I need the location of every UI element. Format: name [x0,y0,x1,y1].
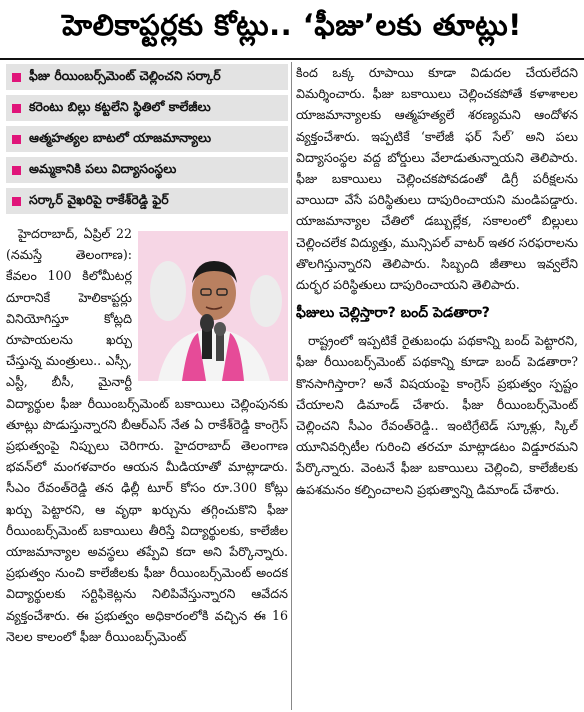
right-paragraph-1: కింద ఒక్క రూపాయి కూడా విడుదల చేయలేదని విమర్శించారు. ఫీజు బకాయిలు చెల్లించకపోతే కళాశాలల యాజమాన్యాలకు ఆత్మహత్యలే శరణ్యమని ఆందోళన వ్యక్తంచేశారు. ఇప్పటికే ‘కాలేజీ ఫర్ సేల్’ అని పలు విద్యాసంస్థల వద్ద బోర్డులు వేలాడుతున్నాయని తెలిపారు. ఫీజు బకాయిలు చెల్లించకపోవడంతో డిగ్రీ పరీక్షలను వాయిదా వేసే పరిస్థితులు దాపురించాయని మండిపడ్డారు. యాజమాన్యాల చేతిలో డబ్బుల్లేక, సకాలంలో బిల్లులు చెల్లించలేక విద్యుత్తు, మున్సిపల్ వాటర్ ఇతర సరఫరాలను తొలగిస్తున్నారని తెలిపారు. సిబ్బంది జీతాలు ఇవ్వలేని దుర్భర పరిస్థితులు దాపురించాయని తెలిపారు. [296,65,578,293]
column-divider [291,62,292,710]
left-paragraph: హైదరాబాద్, ఏప్రిల్ 22 (నమస్తే తెలంగాణ): కేవలం 100 కిలోమీటర్ల దూరానికే హెలికాప్టర్లు వినియోగిస్తూ కోట్లది రూపాయలను ఖర్చు చేస్తున్న మంత్రులు.. ఎస్సీ, ఎస్టీ, బీసీ, మైనార్టీ విద్యార్థుల ఫీజు రీయింబర్స్‌మెంట్ బకాయిలు చెల్లింపునకు తూట్లు పొడుస్తున్నారని బీఆర్‌ఎస్ నేత ఏ రాకేశ్‌రెడ్డి కాంగ్రెస్ ప్రభుత్వంపై నిప్పులు చెరిగారు. హైదరాబాద్ తెలంగాణ భవన్‌లో మంగళవారం ఆయన మీడియాతో మాట్లాడారు. సీఎం రేవంత్‌రెడ్డి తన ఢిల్లీ టూర్ కోసం రూ.300 కోట్లు ఖర్చు పెట్టారని, ఆ వృథా ఖర్చును తగ్గించుకొని ఫీజు రీయింబర్స్‌మెంట్ బకాయిలు తీరిస్తే విద్యార్థులకు, కాలేజీల యాజమాన్యాల అవస్థలు తప్పేవి కదా అని పేర్కొన్నారు. ప్రభుత్వం నుంచి కాలేజీలకు ఫీజు రీయింబర్స్‌మెంట్ అందక విద్యార్థులకు సర్టిఫికెట్లను నిలిపివేస్తున్నారని ఆవేదన వ్యక్తంచేశారు. ఈ ప్రభుత్వం అధికారంలోకి వచ్చిన ఈ 16 నెలల కాలంలో ఫీజు రీయింబర్స్‌మెంట్ [6,226,288,644]
highlight-text: సర్కార్ వైఖరిపై రాకేశ్‌రెడ్డి ఫైర్ [29,191,169,207]
bullet-square-icon [12,197,21,206]
article-body-right [296,62,578,295]
highlight-text: అమ్మకానికి పలు విద్యాసంస్థలు [29,160,177,176]
right-paragraph-2: రాష్ట్రంలో ఇప్పటికే రైతుబంధు పథకాన్ని బంద్ పెట్టారని, ఫీజు రీయింబర్స్‌మెంట్ పథకాన్ని కూడా బంద్ పెడతారా? కొనసాగిస్తారా? అనే విషయంపై కాంగ్రెస్ ప్రభుత్వం స్పష్టం చేయాలని డిమాండ్ చేశారు. ఫీజు రీయింబర్స్‌మెంట్ చెల్లించని సీఎం రేవంత్‌రెడ్డి.. ఇంటిగ్రేటెడ్ స్కూళ్లు, స్కిల్ యూనివర్సిటీల గురించి తరచూ మాట్లాడటం విడ్డూరమని పేర్కొన్నారు. వెంటనే ఫీజు బకాయిలు చెల్లించి, కాలేజీలకు ఉపశమనం కల్పించాలని ప్రభుత్వాన్ని డిమాండ్ చేశారు. [296,333,578,497]
article-body-left [6,223,288,647]
left-column [6,60,288,710]
article-body-right-2 [296,330,578,500]
right-column [296,62,578,710]
highlight-item [6,64,288,91]
bullet-square-icon [12,104,21,113]
bullet-square-icon [12,166,21,175]
subheading: ఫీజులు చెల్లిస్తారా? బంద్ పెడతారా? [296,305,490,322]
highlight-text: ఆత్మహత్యల బాటలో యాజమాన్యాలు [29,129,212,145]
speaker-photo-image [138,231,288,381]
highlight-item [6,95,288,122]
highlight-item [6,157,288,184]
highlight-item [6,126,288,153]
bullet-square-icon [12,73,21,82]
highlight-item [6,188,288,215]
highlight-text: ఫీజు రీయింబర్స్‌మెంట్ చెల్లించని సర్కార్ [29,67,221,83]
speaker-photo [138,231,288,381]
highlights-list [6,64,288,215]
highlight-text: కరెంటు బిల్లు కట్టలేని స్థితిలో కాలేజీలు [29,98,211,114]
bullet-square-icon [12,135,21,144]
headline: హెలికాప్టర్లకు కోట్లు.. ‘ఫీజు’లకు తూట్లు! [0,0,584,60]
